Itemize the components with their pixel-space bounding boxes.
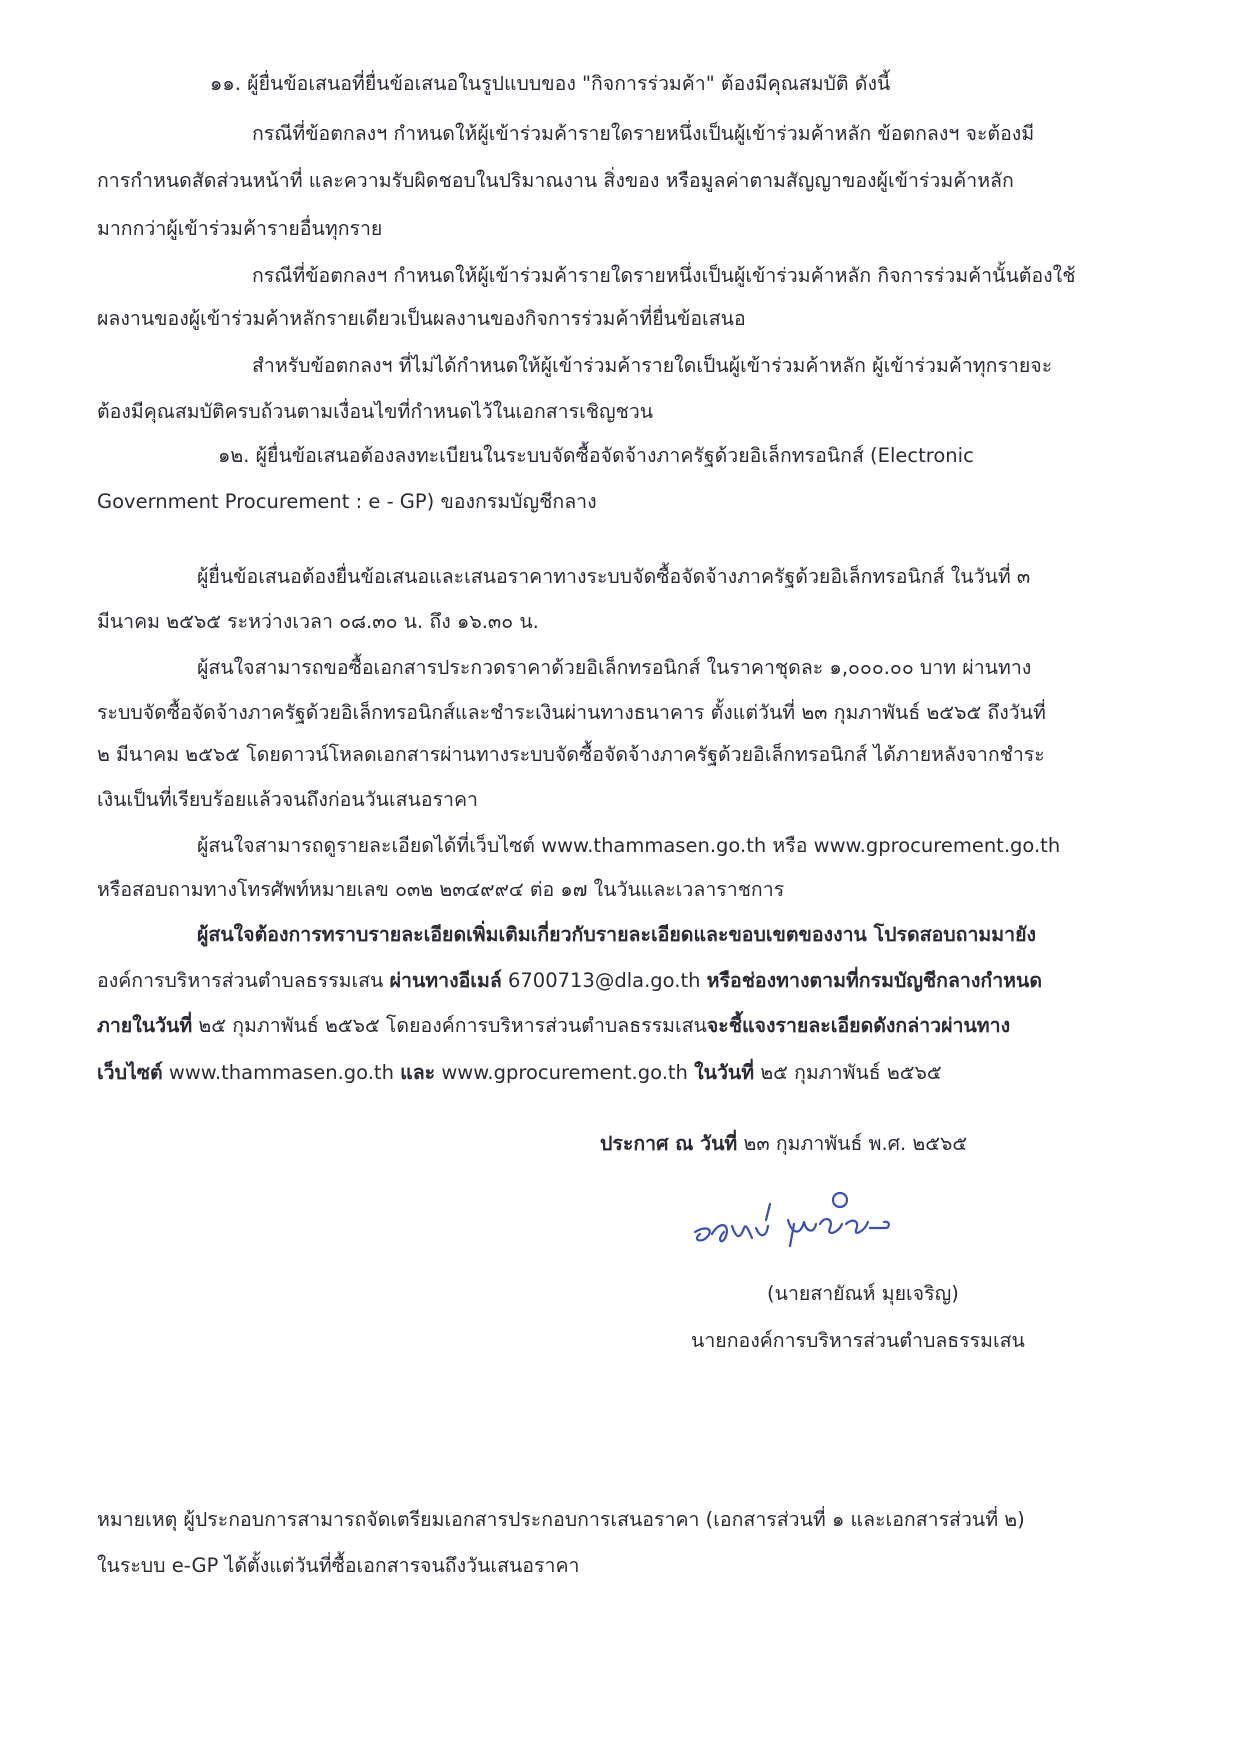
inquiry-paragraph-line-2 — [97, 968, 1042, 994]
inquiry-paragraph-line-3 — [97, 1013, 1010, 1039]
purchase-paragraph-line-1: ผู้สนใจสามารถขอซื้อเอกสารประกวดราคาด้วยอิเล็กทรอนิกส์ ในราคาชุดละ ๑,๐๐๐.๐๐ บาท ผ่านทาง — [197, 656, 1032, 679]
item-12-line-1: ๑๒. ผู้ยื่นข้อเสนอต้องลงทะเบียนในระบบจัดซื้อจัดจ้างภาครัฐด้วยอิเล็กทรอนิกส์ (Electronic — [218, 444, 974, 467]
announcement-value: ๒๓ กุมภาพันธ์ พ.ศ. ๒๕๖๕ — [743, 1132, 968, 1155]
item-12-line-2: Government Procurement : e - GP) ของกรมบัญชีกลาง — [97, 490, 597, 513]
purchase-paragraph-line-4: เงินเป็นที่เรียบร้อยแล้วจนถึงก่อนวันเสนอราคา — [97, 788, 479, 811]
website-label: เว็บไซต์ — [97, 1061, 163, 1084]
signer-title: นายกองค์การบริหารส่วนตำบลธรรมเสน — [691, 1329, 1025, 1352]
item-11-line-8: ต้องมีคุณสมบัติครบถ้วนตามเงื่อนไขที่กำหนดไว้ในเอกสารเชิญชวน — [97, 400, 654, 423]
email-address: 6700713@dla.go.th — [507, 969, 701, 992]
website-url-2: www.gprocurement.go.th — [441, 1061, 688, 1084]
item-11-line-7: สำหรับข้อตกลงฯ ที่ไม่ได้กำหนดให้ผู้เข้าร่วมค้ารายใดเป็นผู้เข้าร่วมค้าหลัก ผู้เข้าร่วมค้าทุกรายจะ — [252, 354, 1053, 377]
inquiry-paragraph-line-1: ผู้สนใจต้องการทราบรายละเอียดเพิ่มเติมเกี่ยวกับรายละเอียดและขอบเขตของงาน โปรดสอบถามมายัง — [197, 923, 1037, 946]
item-11-line-4: มากกว่าผู้เข้าร่วมค้ารายอื่นทุกราย — [97, 217, 383, 240]
other-channel-text: หรือช่องทางตามที่กรมบัญชีกลางกำหนด — [706, 969, 1043, 992]
deadline-and-org: ๒๕ กุมภาพันธ์ ๒๕๖๕ โดยองค์การบริหารส่วนตำบลธรรมเสน — [198, 1014, 707, 1037]
submission-paragraph-line-2: มีนาคม ๒๕๖๕ ระหว่างเวลา ๐๘.๓๐ น. ถึง ๑๖.๓๐ น. — [97, 610, 539, 633]
on-date-label: ในวันที่ — [694, 1061, 755, 1084]
announcement-label: ประกาศ ณ วันที่ — [600, 1132, 738, 1155]
signer-name: (นายสายัณห์ มุยเจริญ) — [767, 1282, 959, 1305]
inquiry-paragraph-line-4 — [97, 1060, 942, 1086]
website-url-1: www.thammasen.go.th — [168, 1061, 394, 1084]
item-11-line-6: ผลงานของผู้เข้าร่วมค้าหลักรายเดียวเป็นผลงานของกิจการร่วมค้าที่ยื่นข้อเสนอ — [97, 307, 746, 330]
contact-paragraph-line-1: ผู้สนใจสามารถดูรายละเอียดได้ที่เว็บไซต์ www.thammasen.go.th หรือ www.gprocurement.go.th — [197, 834, 1061, 857]
announcement-date — [600, 1131, 967, 1157]
item-11-line-1: ๑๑. ผู้ยื่นข้อเสนอที่ยื่นข้อเสนอในรูปแบบของ "กิจการร่วมค้า" ต้องมีคุณสมบัติ ดังนี้ — [210, 72, 891, 95]
purchase-paragraph-line-3: ๒ มีนาคม ๒๕๖๕ โดยดาวน์โหลดเอกสารผ่านทางระบบจัดซื้อจัดจ้างภาครัฐด้วยอิเล็กทรอนิกส์ ได้ภายหลังจากชำระ — [97, 743, 1045, 766]
item-11-line-3: การกำหนดสัดส่วนหน้าที่ และความรับผิดชอบในปริมาณงาน สิ่งของ หรือมูลค่าตามสัญญาของผู้เข้าร่วมค้าหลัก — [97, 169, 1014, 192]
purchase-paragraph-line-2: ระบบจัดซื้อจัดจ้างภาครัฐด้วยอิเล็กทรอนิกส์และชำระเงินผ่านทางธนาคาร ตั้งแต่วันที่ ๒๓ กุมภาพันธ์ ๒๕๖๕ ถึงวันที่ — [97, 701, 1046, 724]
contact-paragraph-line-2: หรือสอบถามทางโทรศัพท์หมายเลข ๐๓๒ ๒๓๔๙๙๔ ต่อ ๑๗ ในวันและเวลาราชการ — [97, 878, 785, 901]
item-11-line-2: กรณีที่ข้อตกลงฯ กำหนดให้ผู้เข้าร่วมค้ารายใดรายหนึ่งเป็นผู้เข้าร่วมค้าหลัก ข้อตกลงฯ จะต้องมี — [252, 122, 1035, 145]
clarify-text: จะชี้แจงรายละเอียดดังกล่าวผ่านทาง — [706, 1014, 1011, 1037]
note-line-1: หมายเหตุ ผู้ประกอบการสามารถจัดเตรียมเอกสารประกอบการเสนอราคา (เอกสารส่วนที่ ๑ และเอกสารส่วนที่ ๒) — [97, 1508, 1025, 1531]
note-line-2: ในระบบ e-GP ได้ตั้งแต่วันที่ซื้อเอกสารจนถึงวันเสนอราคา — [97, 1554, 580, 1577]
clarify-date: ๒๕ กุมภาพันธ์ ๒๕๖๕ — [760, 1061, 942, 1084]
item-11-line-5: กรณีที่ข้อตกลงฯ กำหนดให้ผู้เข้าร่วมค้ารายใดรายหนึ่งเป็นผู้เข้าร่วมค้าหลัก กิจการร่วมค้านั้นต้องใช้ — [252, 264, 1076, 287]
via-email-label: ผ่านทางอีเมล์ — [389, 969, 502, 992]
handwritten-signature — [690, 1190, 980, 1260]
submission-paragraph-line-1: ผู้ยื่นข้อเสนอต้องยื่นข้อเสนอและเสนอราคาทางระบบจัดซื้อจัดจ้างภาครัฐด้วยอิเล็กทรอนิกส์ ในวันที่ ๓ — [197, 565, 1031, 588]
and-label: และ — [400, 1061, 436, 1084]
organization-name: องค์การบริหารส่วนตำบลธรรมเสน — [97, 969, 384, 992]
within-date-label: ภายในวันที่ — [97, 1014, 193, 1037]
